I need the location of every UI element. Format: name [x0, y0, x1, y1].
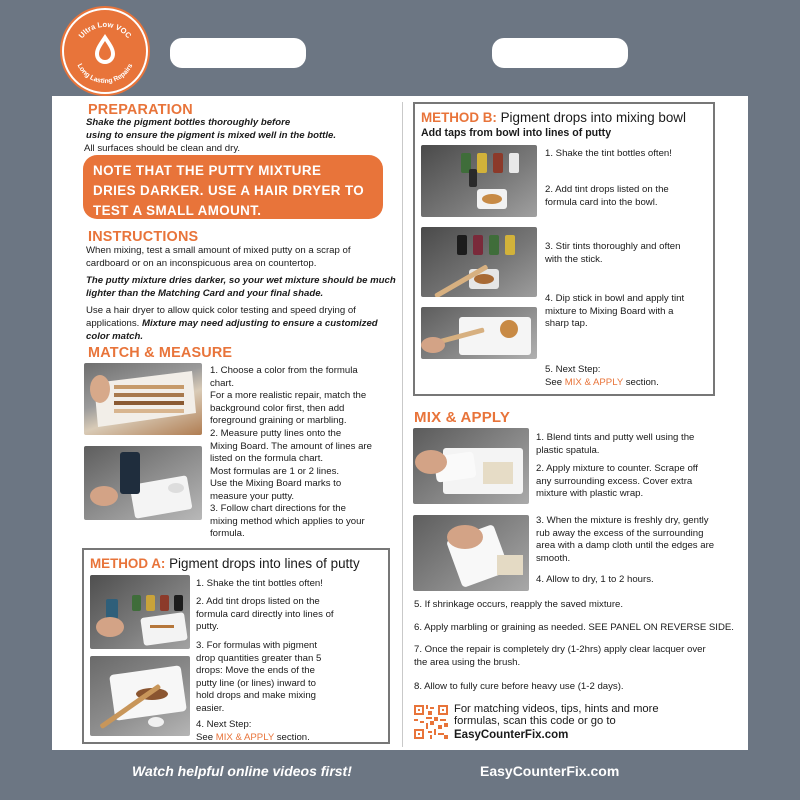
method-a-step-2-l1: 2. Add tint drops listed on the [196, 596, 320, 607]
qr-code-icon[interactable] [414, 705, 448, 739]
method-a-step-2 [196, 596, 334, 634]
match-step-2 [210, 428, 372, 504]
method-a-heading [90, 556, 360, 571]
column-divider [402, 102, 403, 747]
method-a-see-text: See [196, 731, 216, 743]
mix-step-4: 4. Allow to dry, 1 to 2 hours. [536, 574, 654, 585]
mix-apply-photo-2 [413, 515, 529, 591]
preparation-heading: PREPARATION [88, 102, 193, 118]
method-a-step-4 [196, 719, 310, 744]
method-a-step-3-l3: drops: Move the ends of the [196, 665, 315, 677]
method-a-step-3-l6: easier. [196, 702, 225, 714]
instructions-heading: INSTRUCTIONS [88, 229, 199, 245]
qr-description [454, 704, 659, 727]
method-b-step-4-l2: mixture to Mixing Board with a [545, 305, 674, 317]
method-b-step-3-l1: 3. Stir tints thoroughly and often [545, 241, 681, 252]
method-b-photo-1 [421, 145, 537, 217]
instructions-p3b-plain: applications. [86, 318, 140, 329]
instructions-p2b: lighter than the Matching Card and your final shade. [86, 288, 324, 299]
method-a-step-1: 1. Shake the tint bottles often! [196, 578, 323, 589]
match-step-3-l1: 3. Follow chart directions for the [210, 503, 346, 514]
mix-step-3-l4: smooth. [536, 552, 571, 564]
note-line-2: DRIES DARKER. USE A HAIR DRYER TO [93, 183, 365, 198]
match-step-1 [210, 365, 366, 428]
method-a-step-2-l2: formula card directly into lines of [196, 608, 334, 620]
preparation-line-1: Shake the pigment bottles thoroughly before [86, 117, 291, 128]
method-a-step-3 [196, 640, 321, 716]
mix-step-1-l1: 1. Blend tints and putty well using the [536, 432, 695, 443]
mix-apply-photo-1 [413, 428, 529, 504]
instructions-p3b-bold: Mixture may need adjusting to ensure a customized [139, 318, 378, 329]
method-b-photo-2 [421, 227, 537, 297]
drop-icon [95, 34, 115, 64]
match-step-3-l2: mixing method which applies to your [210, 515, 365, 527]
method-b-step-2-l1: 2. Add tint drops listed on the [545, 184, 669, 195]
qr-url-link[interactable]: EasyCounterFix.com [454, 729, 569, 741]
mix-step-3-l2: rub away the excess of the surrounding [536, 527, 704, 539]
instructions-p2a: The putty mixture dries darker, so your wet mixture should be much [86, 275, 396, 286]
method-b-photo-3 [421, 307, 537, 359]
method-b-step-5 [545, 364, 659, 389]
match-step-2-l4: Most formulas are 1 or 2 lines. [210, 465, 340, 477]
method-a-section-text: section. [274, 731, 310, 743]
method-a-step-4-l2 [196, 732, 310, 745]
match-step-1-l2: chart. [210, 377, 234, 389]
method-a-step-3-l2: drop quantities greater than 5 [196, 652, 322, 664]
match-step-3-l3: formula. [210, 528, 245, 540]
mixing-board-photo [84, 446, 202, 520]
mix-step-5: 5. If shrinkage occurs, reapply the saved mixture. [414, 599, 624, 610]
method-b-step-3-l2: with the stick. [545, 253, 603, 265]
mix-step-2 [536, 463, 698, 501]
mix-step-1 [536, 432, 694, 457]
dries-darker-note [83, 155, 383, 219]
method-b-section-text: section. [623, 376, 659, 388]
qr-line-1: For matching videos, tips, hints and more [454, 703, 659, 715]
method-b-step-2-l2: formula card into the bowl. [545, 196, 658, 208]
badge-bottom-text: Long Lasting Repairs [75, 62, 135, 86]
match-step-2-l6: measure your putty. [210, 490, 295, 502]
footer-website-link[interactable]: EasyCounterFix.com [480, 763, 620, 779]
instructions-p3c: color match. [86, 331, 144, 342]
method-b-step-4-l3: sharp tap. [545, 318, 588, 330]
mix-step-1-l2: plastic spatula. [536, 444, 600, 456]
footer-bar [0, 750, 800, 800]
match-heading: MATCH & MEASURE [88, 345, 233, 361]
instructions-p1a: When mixing, test a small amount of mixed putty on a scrap of [86, 245, 351, 256]
mix-apply-heading: MIX & APPLY [414, 409, 511, 426]
mix-step-3 [536, 515, 714, 565]
preparation-line-2: using to ensure the pigment is mixed well in the bottle. [86, 130, 336, 141]
note-line-1: NOTE THAT THE PUTTY MIXTURE [93, 163, 322, 178]
mix-step-2-l1: 2. Apply mixture to counter. Scrape off [536, 463, 698, 474]
mix-step-7-l1: 7. Once the repair is completely dry (1-2hrs) apply clear lacquer over [414, 644, 706, 655]
method-a-step-3-l4: putty line (or lines) inward to [196, 677, 316, 689]
match-step-2-l3: listed on the formula chart. [210, 453, 324, 465]
method-a-photo-1 [90, 575, 190, 649]
mix-step-8: 8. Allow to fully cure before heavy use (1-2 days). [414, 681, 624, 692]
qr-line-2: formulas, scan this code or go to [454, 714, 616, 727]
method-a-mix-apply-link[interactable]: MIX & APPLY [215, 731, 275, 743]
badge-top-text: Ultra Low VOC [76, 19, 134, 41]
hang-slot-right [492, 38, 628, 68]
match-step-1-l1: 1. Choose a color from the formula [210, 365, 358, 376]
match-step-2-l1: 2. Measure putty lines onto the [210, 428, 342, 439]
preparation-line-3: All surfaces should be clean and dry. [84, 143, 241, 154]
method-b-step-4 [545, 293, 684, 331]
mix-step-6: 6. Apply marbling or graining as needed. SEE PANEL ON REVERSE SIDE. [414, 622, 734, 633]
instructions-p1b: cardboard or on an inconspicuous area on countertop. [86, 258, 317, 269]
instructions-p3a: Use a hair dryer to allow quick color testing and speed drying of [86, 305, 356, 316]
mix-step-2-l2: any surrounding excess. Cover extra [536, 475, 693, 487]
method-a-label: METHOD A: [90, 556, 166, 571]
mix-step-7 [414, 644, 706, 669]
mix-step-7-l2: the area using the brush. [414, 656, 521, 668]
method-b-title: Pigment drops into mixing bowl [500, 110, 686, 125]
match-step-1-l5: foreground graining or marbling. [210, 415, 347, 427]
match-step-2-l2: Mixing Board. The amount of lines are [210, 440, 372, 452]
method-b-step-1: 1. Shake the tint bottles often! [545, 148, 672, 159]
match-step-1-l4: background color first, then add [210, 402, 345, 414]
hang-slot-left [170, 38, 306, 68]
right-frame [748, 0, 800, 800]
method-a-step-3-l1: 3. For formulas with pigment [196, 640, 318, 651]
method-a-step-4-l1: 4. Next Step: [196, 719, 252, 730]
method-a-step-2-l3: putty. [196, 621, 219, 633]
method-b-step-5-l1: 5. Next Step: [545, 364, 601, 375]
method-b-step-3 [545, 241, 680, 266]
method-a-title: Pigment drops into lines of putty [169, 556, 360, 571]
method-b-subtitle: Add taps from bowl into lines of putty [421, 127, 612, 139]
match-step-2-l5: Use the Mixing Board marks to [210, 478, 342, 490]
badge-graphic [64, 10, 146, 92]
mix-step-3-l3: area with a damp cloth until the edges are [536, 540, 715, 552]
voc-badge [62, 8, 148, 94]
left-frame [0, 0, 52, 800]
method-a-step-3-l5: hold drops and make mixing [196, 690, 316, 702]
match-step-3 [210, 503, 365, 541]
footer-tagline: Watch helpful online videos first! [132, 763, 352, 779]
match-step-1-l3: For a more realistic repair, match the [210, 390, 367, 402]
method-b-heading [421, 110, 686, 125]
method-b-step-4-l1: 4. Dip stick in bowl and apply tint [545, 293, 685, 304]
method-b-mix-apply-link[interactable]: MIX & APPLY [564, 376, 624, 388]
mix-step-3-l1: 3. When the mixture is freshly dry, gently [536, 515, 709, 526]
method-a-photo-2 [90, 656, 190, 736]
method-b-step-2 [545, 184, 669, 209]
svg-text:Long Lasting Repairs [76, 62, 135, 85]
instructions-p3b [86, 318, 378, 331]
method-b-label: METHOD B: [421, 110, 497, 125]
formula-chart-photo [84, 363, 202, 435]
mix-step-2-l3: mixture with plastic wrap. [536, 488, 644, 500]
method-b-see-text: See [545, 376, 565, 388]
method-b-step-5-l2 [545, 377, 659, 390]
note-line-3: TEST A SMALL AMOUNT. [93, 203, 262, 218]
